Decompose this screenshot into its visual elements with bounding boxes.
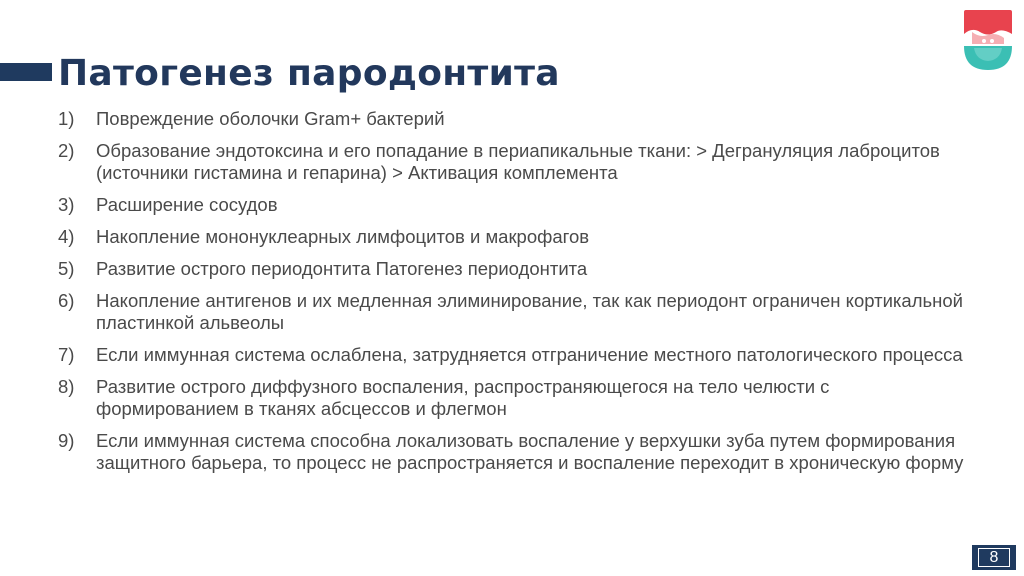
- page-number: 8: [989, 548, 999, 566]
- list-item: [58, 194, 968, 216]
- item-number: 3): [58, 194, 75, 215]
- list-item: [58, 290, 968, 334]
- item-number: 8): [58, 376, 75, 397]
- item-text: Накопление мононуклеарных лимфоцитов и макрофагов: [96, 226, 590, 247]
- item-text: Расширение сосудов: [96, 194, 278, 215]
- list-item: [58, 344, 968, 366]
- title-accent-bar: [0, 63, 52, 81]
- item-number: 9): [58, 430, 75, 451]
- slide-title: Патогенез пародонтита: [58, 53, 560, 94]
- item-number: 2): [58, 140, 75, 161]
- item-number: 4): [58, 226, 75, 247]
- pathogenesis-list: [58, 108, 968, 484]
- item-number: 5): [58, 258, 75, 279]
- item-text: Накопление антигенов и их медленная элиминирование, так как периодонт ограничен кортикальной пластинкой альвеолы: [96, 290, 963, 333]
- item-text: Если иммунная система ослаблена, затрудняется отграничение местного патологического процесса: [96, 344, 963, 365]
- item-number: 7): [58, 344, 75, 365]
- item-text: Образование эндотоксина и его попадание в периапикальные ткани: > Дегрануляция лаброцитов (источники гистамина и гепарина) > Активация комплемента: [96, 140, 940, 183]
- tooth-logo-icon: [962, 8, 1014, 72]
- list-item: [58, 430, 968, 474]
- page-number-badge: [972, 545, 1016, 570]
- item-text: Развитие острого периодонтита Патогенез периодонтита: [96, 258, 588, 279]
- list-item: [58, 376, 968, 420]
- item-text: Если иммунная система способна локализовать воспаление у верхушки зуба путем формирования защитного барьера, то процесс не распространяется и воспаление переходит в хроническую форму: [96, 430, 964, 473]
- list-item: [58, 140, 968, 184]
- item-number: 6): [58, 290, 75, 311]
- list-item: [58, 226, 968, 248]
- item-number: 1): [58, 108, 75, 129]
- item-text: Развитие острого диффузного воспаления, распространяющегося на тело челюсти с формированием в тканях абсцессов и флегмон: [96, 376, 830, 419]
- item-text: Повреждение оболочки Gram+ бактерий: [96, 108, 445, 129]
- list-item: [58, 108, 968, 130]
- list-item: [58, 258, 968, 280]
